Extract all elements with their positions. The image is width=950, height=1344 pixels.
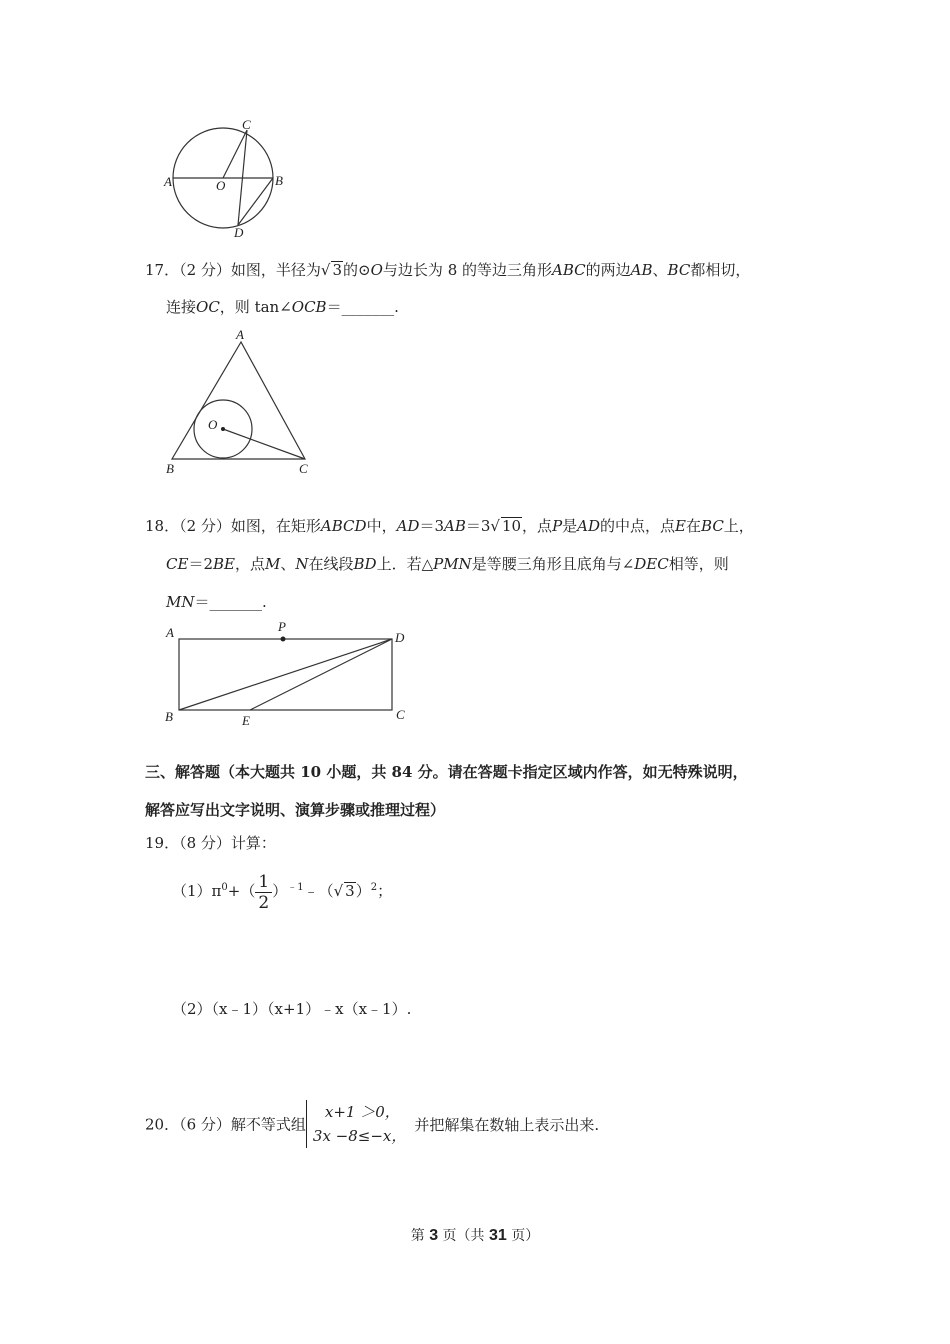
answer-blank: ＝_______. [194, 593, 267, 611]
text: 在线段 [308, 555, 354, 573]
sqrt-symbol: √ [490, 517, 500, 535]
var: BD [353, 555, 377, 573]
var: BC [701, 517, 724, 535]
inequality-1: x+1 ＞0， [324, 1103, 400, 1121]
text: ，点 [522, 517, 553, 535]
label-c: C [242, 117, 251, 132]
segment-oc [223, 429, 305, 459]
part-label: （1） [172, 882, 212, 900]
denominator: 2 [258, 892, 270, 913]
var: AB [630, 261, 653, 279]
text: 是等腰三角形且底角与∠ [471, 555, 635, 573]
question-17-line-1 [145, 260, 750, 280]
label-e: E [242, 713, 250, 728]
label-a: A [164, 174, 172, 189]
var: O [370, 261, 383, 279]
var: ABC [552, 261, 586, 279]
segment-bd [179, 639, 392, 710]
question-19-head: 19．（8 分）计算： [145, 834, 276, 852]
text: ） [355, 882, 371, 900]
exponent: 2 [370, 882, 378, 893]
label-b: B [166, 461, 174, 476]
label-d: D [395, 630, 405, 645]
var: E [675, 517, 686, 535]
text: ） [272, 882, 288, 900]
text: 在 [686, 517, 702, 535]
figure-17-triangle [160, 325, 325, 480]
point-p [281, 637, 286, 642]
text: 如图，半径为 [230, 261, 321, 279]
text: 的两边 [585, 261, 631, 279]
text: 页（共 [438, 1228, 489, 1244]
text: 与边长为 8 的等边三角形 [382, 261, 553, 279]
figure-18-rectangle [160, 618, 420, 730]
question-18-line-1 [145, 516, 754, 536]
var: OCB [291, 298, 327, 316]
page-footer [0, 1226, 950, 1246]
segment-ed [250, 639, 392, 710]
var: CE [166, 555, 189, 573]
question-18-line-2 [166, 554, 729, 574]
text: 第 [410, 1228, 430, 1244]
text: 的⊙ [343, 261, 371, 279]
text: 上．若△ [376, 555, 434, 573]
label-d: D [234, 225, 244, 240]
sqrt-symbol: √ [333, 882, 344, 900]
question-score: （2 分） [179, 261, 231, 279]
var: MN [166, 593, 195, 611]
var: AB [443, 517, 466, 535]
text: ； [377, 882, 393, 900]
label-c: C [396, 707, 405, 722]
label-a: A [166, 625, 174, 640]
text: 、 [652, 261, 668, 279]
triangle-abc [172, 342, 305, 459]
var: BC [667, 261, 691, 279]
var: ABCD [320, 517, 367, 535]
answer-blank: ＝_______. [326, 298, 399, 316]
var: N [295, 555, 309, 573]
text: ﹣（ [303, 882, 334, 900]
text: 如图，在矩形 [230, 517, 321, 535]
text: 并把解集在数轴上表示出来. [414, 1115, 600, 1134]
sqrt-radicand: 3 [345, 882, 355, 900]
label-o: O [216, 178, 226, 193]
question-19-part-2: （2）（x﹣1）（x+1）﹣x（x﹣1）. [172, 1000, 412, 1018]
section-3-heading-line-1: 三、解答题（本大题共 10 小题，共 84 分。请在答题卡指定区域内作答，如无特殊说明， [145, 763, 748, 781]
var: P [552, 517, 563, 535]
text: ＝3 [419, 517, 444, 535]
text: 都相切， [690, 261, 751, 279]
text: 相等，则 [668, 555, 729, 573]
page-number: 3 [429, 1227, 439, 1244]
var: AD [577, 517, 601, 535]
text: 连接 [166, 298, 197, 316]
label-p: P [278, 619, 286, 634]
text: 、 [280, 555, 296, 573]
text: +（ [227, 882, 256, 900]
section-3-heading-line-2: 解答应写出文字说明、演算步骤或推理过程） [145, 801, 446, 819]
text: 页） [506, 1228, 540, 1244]
text: 上， [723, 517, 754, 535]
question-number: 17． [145, 261, 180, 279]
text: 中， [366, 517, 397, 535]
page-total: 31 [489, 1227, 507, 1244]
inequality-system [306, 1100, 406, 1148]
sqrt-radicand: 10 [501, 517, 522, 535]
label-c: C [299, 461, 308, 476]
fraction-half [255, 872, 272, 913]
label-b: B [275, 173, 283, 188]
sqrt-symbol: √ [320, 261, 331, 279]
var: BE [212, 555, 235, 573]
label-a: A [236, 327, 244, 342]
exponent: ﹣1 [287, 882, 304, 893]
text: 的中点，点 [600, 517, 676, 535]
text: 是 [562, 517, 578, 535]
var: AD [396, 517, 420, 535]
var: OC [196, 298, 220, 316]
question-20 [145, 1100, 599, 1148]
question-19-part-1 [172, 868, 392, 913]
label-o: O [208, 417, 218, 432]
pi: π [211, 882, 222, 900]
figure-16-circle [160, 115, 300, 243]
var: M [264, 555, 281, 573]
question-score: （2 分） [179, 517, 231, 535]
var: PMN [433, 555, 472, 573]
center-point [221, 427, 225, 431]
exponent: 0 [221, 882, 228, 893]
label-b: B [165, 709, 173, 724]
text: ＝2 [188, 555, 213, 573]
inequality-2: 3x −8≤−x， [312, 1127, 407, 1145]
text: ，则 tan∠ [219, 298, 292, 316]
var: DEC [634, 555, 669, 573]
question-head: 20．（6 分）解不等式组 [145, 1115, 306, 1134]
question-number: 18． [145, 517, 180, 535]
text: ，点 [234, 555, 265, 573]
numerator: 1 [255, 872, 272, 893]
sqrt-radicand: 3 [332, 261, 343, 279]
text: ＝3 [465, 517, 491, 535]
question-18-line-3 [166, 592, 267, 612]
question-17-line-2 [166, 297, 399, 317]
